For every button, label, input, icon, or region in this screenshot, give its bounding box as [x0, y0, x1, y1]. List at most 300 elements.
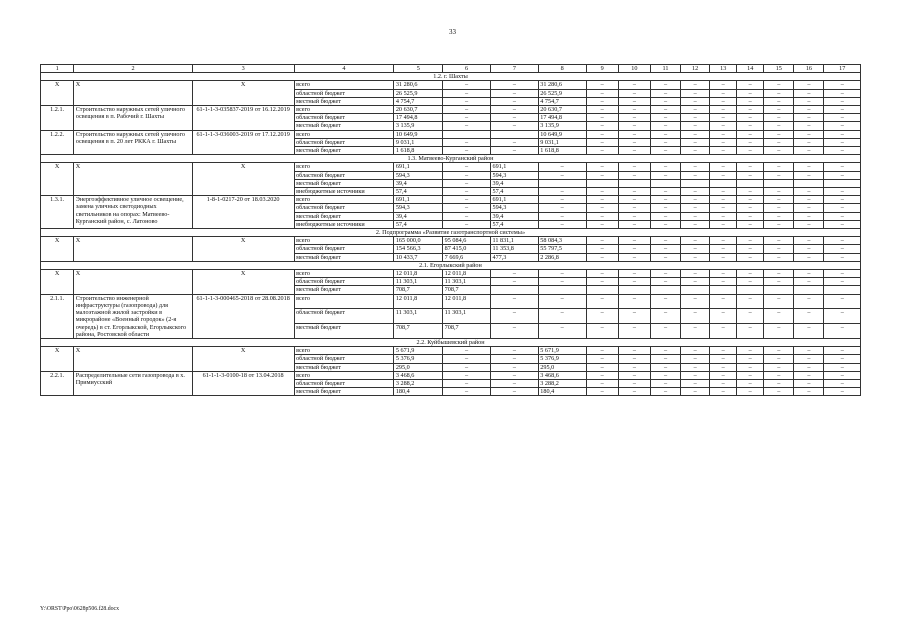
- amount-cell: –: [737, 130, 764, 138]
- amount-cell: –: [490, 371, 538, 379]
- funding-source: областной бюджет: [294, 204, 394, 212]
- amount-cell: 691,1: [394, 196, 443, 204]
- amount-cell: –: [586, 363, 618, 371]
- amount-cell: –: [794, 114, 824, 122]
- column-number: 5: [394, 65, 443, 73]
- amount-cell: –: [443, 379, 491, 387]
- amount-cell: 57,4: [490, 220, 538, 228]
- amount-cell: –: [737, 220, 764, 228]
- amount-cell: –: [618, 294, 650, 309]
- document-number: 1-8-1-0217-20 от 18.03.2020: [192, 196, 294, 229]
- amount-cell: –: [794, 97, 824, 105]
- amount-cell: 3 468,6: [538, 371, 586, 379]
- amount-cell: [764, 179, 794, 187]
- amount-cell: –: [824, 196, 861, 204]
- amount-cell: 4 754,7: [394, 97, 443, 105]
- amount-cell: –: [764, 212, 794, 220]
- item-number: 1.2.1.: [41, 106, 74, 131]
- amount-cell: 477,3: [490, 253, 538, 261]
- amount-cell: –: [586, 347, 618, 355]
- amount-cell: –: [650, 106, 680, 114]
- funding-source: всего: [294, 237, 394, 245]
- amount-cell: –: [586, 122, 618, 130]
- document-number: Х: [192, 81, 294, 106]
- amount-cell: –: [737, 97, 764, 105]
- amount-cell: 708,7: [443, 286, 491, 294]
- amount-cell: –: [681, 220, 710, 228]
- amount-cell: –: [794, 196, 824, 204]
- amount-cell: [794, 179, 824, 187]
- amount-cell: –: [650, 245, 680, 253]
- amount-cell: –: [794, 188, 824, 196]
- amount-cell: –: [650, 270, 680, 278]
- amount-cell: [650, 179, 680, 187]
- funding-source: всего: [294, 81, 394, 89]
- amount-cell: –: [737, 253, 764, 261]
- amount-cell: 594,3: [490, 204, 538, 212]
- amount-cell: 39,4: [490, 212, 538, 220]
- amount-cell: –: [490, 138, 538, 146]
- amount-cell: –: [650, 237, 680, 245]
- funding-source: областной бюджет: [294, 379, 394, 387]
- amount-cell: 7 669,6: [443, 253, 491, 261]
- amount-cell: –: [764, 309, 794, 324]
- amount-cell: –: [710, 163, 737, 171]
- amount-cell: –: [618, 196, 650, 204]
- amount-cell: –: [618, 147, 650, 155]
- amount-cell: –: [764, 196, 794, 204]
- amount-cell: –: [681, 324, 710, 339]
- amount-cell: –: [490, 324, 538, 339]
- amount-cell: –: [538, 204, 586, 212]
- amount-cell: –: [710, 355, 737, 363]
- amount-cell: 708,7: [443, 324, 491, 339]
- table-row: [41, 130, 861, 138]
- amount-cell: –: [764, 163, 794, 171]
- document-number: 61-1-1-3-036003-2019 от 17.12.2019: [192, 130, 294, 155]
- amount-cell: –: [824, 363, 861, 371]
- amount-cell: –: [764, 130, 794, 138]
- amount-cell: –: [764, 171, 794, 179]
- amount-cell: –: [443, 147, 491, 155]
- amount-cell: –: [824, 278, 861, 286]
- amount-cell: –: [443, 171, 491, 179]
- amount-cell: –: [681, 114, 710, 122]
- amount-cell: [618, 286, 650, 294]
- amount-cell: 594,3: [490, 171, 538, 179]
- amount-cell: –: [710, 278, 737, 286]
- amount-cell: –: [618, 204, 650, 212]
- amount-cell: –: [737, 89, 764, 97]
- amount-cell: –: [824, 81, 861, 89]
- amount-cell: 12 011,8: [443, 270, 491, 278]
- amount-cell: –: [490, 294, 538, 309]
- amount-cell: –: [737, 138, 764, 146]
- item-number: Х: [41, 347, 74, 372]
- item-number: 2.2.1.: [41, 371, 74, 396]
- table-row: [41, 196, 861, 204]
- amount-cell: 39,4: [394, 179, 443, 187]
- amount-cell: –: [538, 270, 586, 278]
- column-number: 13: [710, 65, 737, 73]
- amount-cell: [824, 286, 861, 294]
- amount-cell: 95 084,6: [443, 237, 491, 245]
- amount-cell: –: [794, 106, 824, 114]
- item-number: Х: [41, 270, 74, 295]
- amount-cell: –: [586, 106, 618, 114]
- amount-cell: –: [443, 220, 491, 228]
- amount-cell: –: [794, 204, 824, 212]
- amount-cell: –: [650, 196, 680, 204]
- amount-cell: [538, 286, 586, 294]
- funding-source: местный бюджет: [294, 253, 394, 261]
- amount-cell: –: [681, 355, 710, 363]
- amount-cell: [490, 130, 538, 138]
- funding-source: всего: [294, 196, 394, 204]
- amount-cell: –: [618, 89, 650, 97]
- table-row: [41, 270, 861, 278]
- column-number: 2: [74, 65, 192, 73]
- column-number: 1: [41, 65, 74, 73]
- amount-cell: –: [650, 212, 680, 220]
- amount-cell: –: [681, 347, 710, 355]
- amount-cell: [490, 286, 538, 294]
- funding-source: внебюджетные источники: [294, 220, 394, 228]
- section-title: 2.2. Куйбышевский район: [41, 338, 861, 346]
- amount-cell: 3 468,6: [394, 371, 443, 379]
- amount-cell: [710, 179, 737, 187]
- amount-cell: –: [650, 309, 680, 324]
- amount-cell: –: [764, 379, 794, 387]
- amount-cell: –: [538, 278, 586, 286]
- amount-cell: –: [737, 147, 764, 155]
- amount-cell: –: [618, 245, 650, 253]
- table-row: [41, 237, 861, 245]
- amount-cell: –: [443, 363, 491, 371]
- amount-cell: 10 649,9: [394, 130, 443, 138]
- amount-cell: [737, 286, 764, 294]
- amount-cell: –: [443, 196, 491, 204]
- amount-cell: [443, 130, 491, 138]
- amount-cell: 2 286,8: [538, 253, 586, 261]
- amount-cell: –: [710, 114, 737, 122]
- amount-cell: –: [538, 294, 586, 309]
- amount-cell: –: [490, 278, 538, 286]
- funding-source: всего: [294, 163, 394, 171]
- object-name: Энергоэффективное уличное освещение, замена уличных светодиодных светильников на опорах: Матвеево-Курганский район, с. Латоново: [74, 196, 192, 229]
- amount-cell: –: [618, 122, 650, 130]
- amount-cell: –: [794, 147, 824, 155]
- amount-cell: –: [618, 163, 650, 171]
- object-name: Распределительные сети газопровода в х. Примиусский: [74, 371, 192, 396]
- funding-source: областной бюджет: [294, 309, 394, 324]
- amount-cell: –: [586, 188, 618, 196]
- amount-cell: –: [586, 89, 618, 97]
- amount-cell: –: [824, 270, 861, 278]
- amount-cell: –: [794, 122, 824, 130]
- amount-cell: 17 494,8: [538, 114, 586, 122]
- amount-cell: –: [737, 355, 764, 363]
- amount-cell: –: [538, 324, 586, 339]
- amount-cell: –: [710, 147, 737, 155]
- amount-cell: –: [538, 196, 586, 204]
- amount-cell: [794, 286, 824, 294]
- amount-cell: –: [490, 147, 538, 155]
- amount-cell: –: [650, 138, 680, 146]
- amount-cell: 57,4: [394, 188, 443, 196]
- amount-cell: 20 630,7: [538, 106, 586, 114]
- document-number: Х: [192, 163, 294, 196]
- amount-cell: –: [764, 122, 794, 130]
- amount-cell: –: [764, 278, 794, 286]
- amount-cell: –: [794, 294, 824, 309]
- amount-cell: 691,1: [490, 163, 538, 171]
- funding-source: областной бюджет: [294, 89, 394, 97]
- amount-cell: –: [586, 278, 618, 286]
- amount-cell: –: [443, 355, 491, 363]
- amount-cell: –: [586, 147, 618, 155]
- amount-cell: –: [710, 237, 737, 245]
- amount-cell: –: [490, 363, 538, 371]
- amount-cell: 165 000,0: [394, 237, 443, 245]
- amount-cell: [586, 179, 618, 187]
- amount-cell: –: [650, 89, 680, 97]
- amount-cell: –: [737, 212, 764, 220]
- amount-cell: –: [681, 363, 710, 371]
- amount-cell: –: [794, 130, 824, 138]
- amount-cell: –: [618, 371, 650, 379]
- amount-cell: –: [710, 294, 737, 309]
- table-row: [41, 294, 861, 309]
- amount-cell: 39,4: [490, 179, 538, 187]
- section-title: 2.1. Егорлыкский район: [41, 261, 861, 269]
- item-number: Х: [41, 163, 74, 196]
- amount-cell: –: [710, 270, 737, 278]
- amount-cell: –: [794, 138, 824, 146]
- amount-cell: –: [443, 204, 491, 212]
- amount-cell: 180,4: [538, 388, 586, 396]
- amount-cell: –: [650, 130, 680, 138]
- amount-cell: –: [824, 379, 861, 387]
- amount-cell: –: [824, 371, 861, 379]
- item-number: 2.1.1.: [41, 294, 74, 338]
- amount-cell: –: [443, 188, 491, 196]
- object-name: Строительство наружных сетей уличного освещения в п. 20 лет РККА г. Шахты: [74, 130, 192, 155]
- amount-cell: –: [824, 89, 861, 97]
- table-row: [41, 106, 861, 114]
- amount-cell: 295,0: [394, 363, 443, 371]
- amount-cell: –: [538, 163, 586, 171]
- column-number: 3: [192, 65, 294, 73]
- amount-cell: –: [618, 388, 650, 396]
- amount-cell: –: [764, 355, 794, 363]
- amount-cell: –: [650, 114, 680, 122]
- amount-cell: –: [490, 309, 538, 324]
- column-number: 4: [294, 65, 394, 73]
- amount-cell: –: [650, 122, 680, 130]
- document-number: 61-1-1-3-0100-18 от 13.04.2018: [192, 371, 294, 396]
- amount-cell: –: [710, 97, 737, 105]
- amount-cell: –: [737, 363, 764, 371]
- amount-cell: –: [538, 171, 586, 179]
- amount-cell: –: [586, 388, 618, 396]
- amount-cell: –: [650, 278, 680, 286]
- amount-cell: 3 288,2: [538, 379, 586, 387]
- amount-cell: –: [824, 355, 861, 363]
- amount-cell: –: [824, 130, 861, 138]
- amount-cell: –: [443, 81, 491, 89]
- amount-cell: –: [710, 363, 737, 371]
- amount-cell: 57,4: [394, 220, 443, 228]
- amount-cell: –: [538, 212, 586, 220]
- amount-cell: 5 671,9: [538, 347, 586, 355]
- amount-cell: –: [710, 253, 737, 261]
- amount-cell: [681, 286, 710, 294]
- amount-cell: 594,3: [394, 171, 443, 179]
- amount-cell: –: [618, 171, 650, 179]
- document-number: Х: [192, 237, 294, 262]
- amount-cell: –: [586, 309, 618, 324]
- amount-cell: –: [538, 188, 586, 196]
- amount-cell: –: [737, 347, 764, 355]
- amount-cell: –: [650, 188, 680, 196]
- amount-cell: –: [764, 106, 794, 114]
- amount-cell: –: [650, 97, 680, 105]
- amount-cell: –: [490, 89, 538, 97]
- amount-cell: –: [824, 220, 861, 228]
- amount-cell: –: [824, 388, 861, 396]
- amount-cell: –: [650, 171, 680, 179]
- amount-cell: 12 011,8: [443, 294, 491, 309]
- funding-source: всего: [294, 106, 394, 114]
- amount-cell: 3 288,2: [394, 379, 443, 387]
- amount-cell: –: [764, 204, 794, 212]
- amount-cell: –: [794, 212, 824, 220]
- column-number: 8: [538, 65, 586, 73]
- amount-cell: –: [681, 138, 710, 146]
- amount-cell: –: [764, 147, 794, 155]
- amount-cell: –: [710, 245, 737, 253]
- amount-cell: –: [586, 220, 618, 228]
- amount-cell: [737, 179, 764, 187]
- column-number-row: [41, 65, 861, 73]
- section-title: 1.2. г. Шахты: [41, 73, 861, 81]
- amount-cell: –: [650, 253, 680, 261]
- amount-cell: –: [681, 97, 710, 105]
- amount-cell: –: [794, 270, 824, 278]
- amount-cell: –: [618, 379, 650, 387]
- section-heading-row: [41, 229, 861, 237]
- amount-cell: 31 280,6: [538, 81, 586, 89]
- amount-cell: –: [443, 89, 491, 97]
- section-heading-row: [41, 155, 861, 163]
- amount-cell: 4 754,7: [538, 97, 586, 105]
- amount-cell: –: [618, 270, 650, 278]
- amount-cell: 3 135,9: [538, 122, 586, 130]
- amount-cell: –: [618, 237, 650, 245]
- amount-cell: –: [681, 270, 710, 278]
- amount-cell: –: [443, 347, 491, 355]
- amount-cell: –: [737, 163, 764, 171]
- amount-cell: –: [681, 122, 710, 130]
- amount-cell: 708,7: [394, 324, 443, 339]
- amount-cell: 20 630,7: [394, 106, 443, 114]
- amount-cell: –: [586, 253, 618, 261]
- amount-cell: –: [737, 371, 764, 379]
- funding-source: местный бюджет: [294, 147, 394, 155]
- amount-cell: –: [764, 237, 794, 245]
- amount-cell: –: [824, 294, 861, 309]
- amount-cell: –: [443, 371, 491, 379]
- amount-cell: –: [586, 81, 618, 89]
- amount-cell: –: [737, 171, 764, 179]
- amount-cell: –: [737, 278, 764, 286]
- amount-cell: –: [650, 147, 680, 155]
- amount-cell: –: [764, 347, 794, 355]
- amount-cell: –: [490, 114, 538, 122]
- amount-cell: –: [650, 220, 680, 228]
- amount-cell: –: [490, 122, 538, 130]
- funding-source: всего: [294, 371, 394, 379]
- object-name: Х: [74, 347, 192, 372]
- amount-cell: –: [586, 355, 618, 363]
- amount-cell: –: [586, 97, 618, 105]
- amount-cell: –: [794, 237, 824, 245]
- object-name: Х: [74, 237, 192, 262]
- amount-cell: –: [824, 309, 861, 324]
- funding-source: областной бюджет: [294, 138, 394, 146]
- file-path-footer: Y:\ORST\Ppo\0628p506.f28.docx: [40, 606, 120, 612]
- funding-source: местный бюджет: [294, 122, 394, 130]
- amount-cell: [586, 286, 618, 294]
- amount-cell: 1 618,8: [538, 147, 586, 155]
- amount-cell: –: [824, 212, 861, 220]
- amount-cell: –: [490, 355, 538, 363]
- column-number: 14: [737, 65, 764, 73]
- amount-cell: 5 376,9: [394, 355, 443, 363]
- amount-cell: –: [586, 379, 618, 387]
- amount-cell: –: [737, 196, 764, 204]
- amount-cell: –: [794, 163, 824, 171]
- amount-cell: –: [490, 81, 538, 89]
- amount-cell: –: [681, 196, 710, 204]
- amount-cell: –: [824, 114, 861, 122]
- amount-cell: –: [681, 245, 710, 253]
- amount-cell: –: [443, 388, 491, 396]
- amount-cell: –: [681, 204, 710, 212]
- amount-cell: –: [710, 188, 737, 196]
- amount-cell: –: [737, 388, 764, 396]
- amount-cell: –: [737, 237, 764, 245]
- amount-cell: –: [794, 363, 824, 371]
- amount-cell: 9 031,1: [538, 138, 586, 146]
- amount-cell: –: [681, 188, 710, 196]
- amount-cell: –: [681, 81, 710, 89]
- amount-cell: –: [710, 122, 737, 130]
- amount-cell: –: [710, 309, 737, 324]
- amount-cell: –: [618, 253, 650, 261]
- amount-cell: 39,4: [394, 212, 443, 220]
- amount-cell: –: [737, 122, 764, 130]
- funding-source: областной бюджет: [294, 171, 394, 179]
- amount-cell: –: [618, 106, 650, 114]
- amount-cell: –: [490, 379, 538, 387]
- amount-cell: –: [794, 220, 824, 228]
- section-heading-row: [41, 261, 861, 269]
- amount-cell: [538, 179, 586, 187]
- amount-cell: –: [824, 147, 861, 155]
- amount-cell: 691,1: [490, 196, 538, 204]
